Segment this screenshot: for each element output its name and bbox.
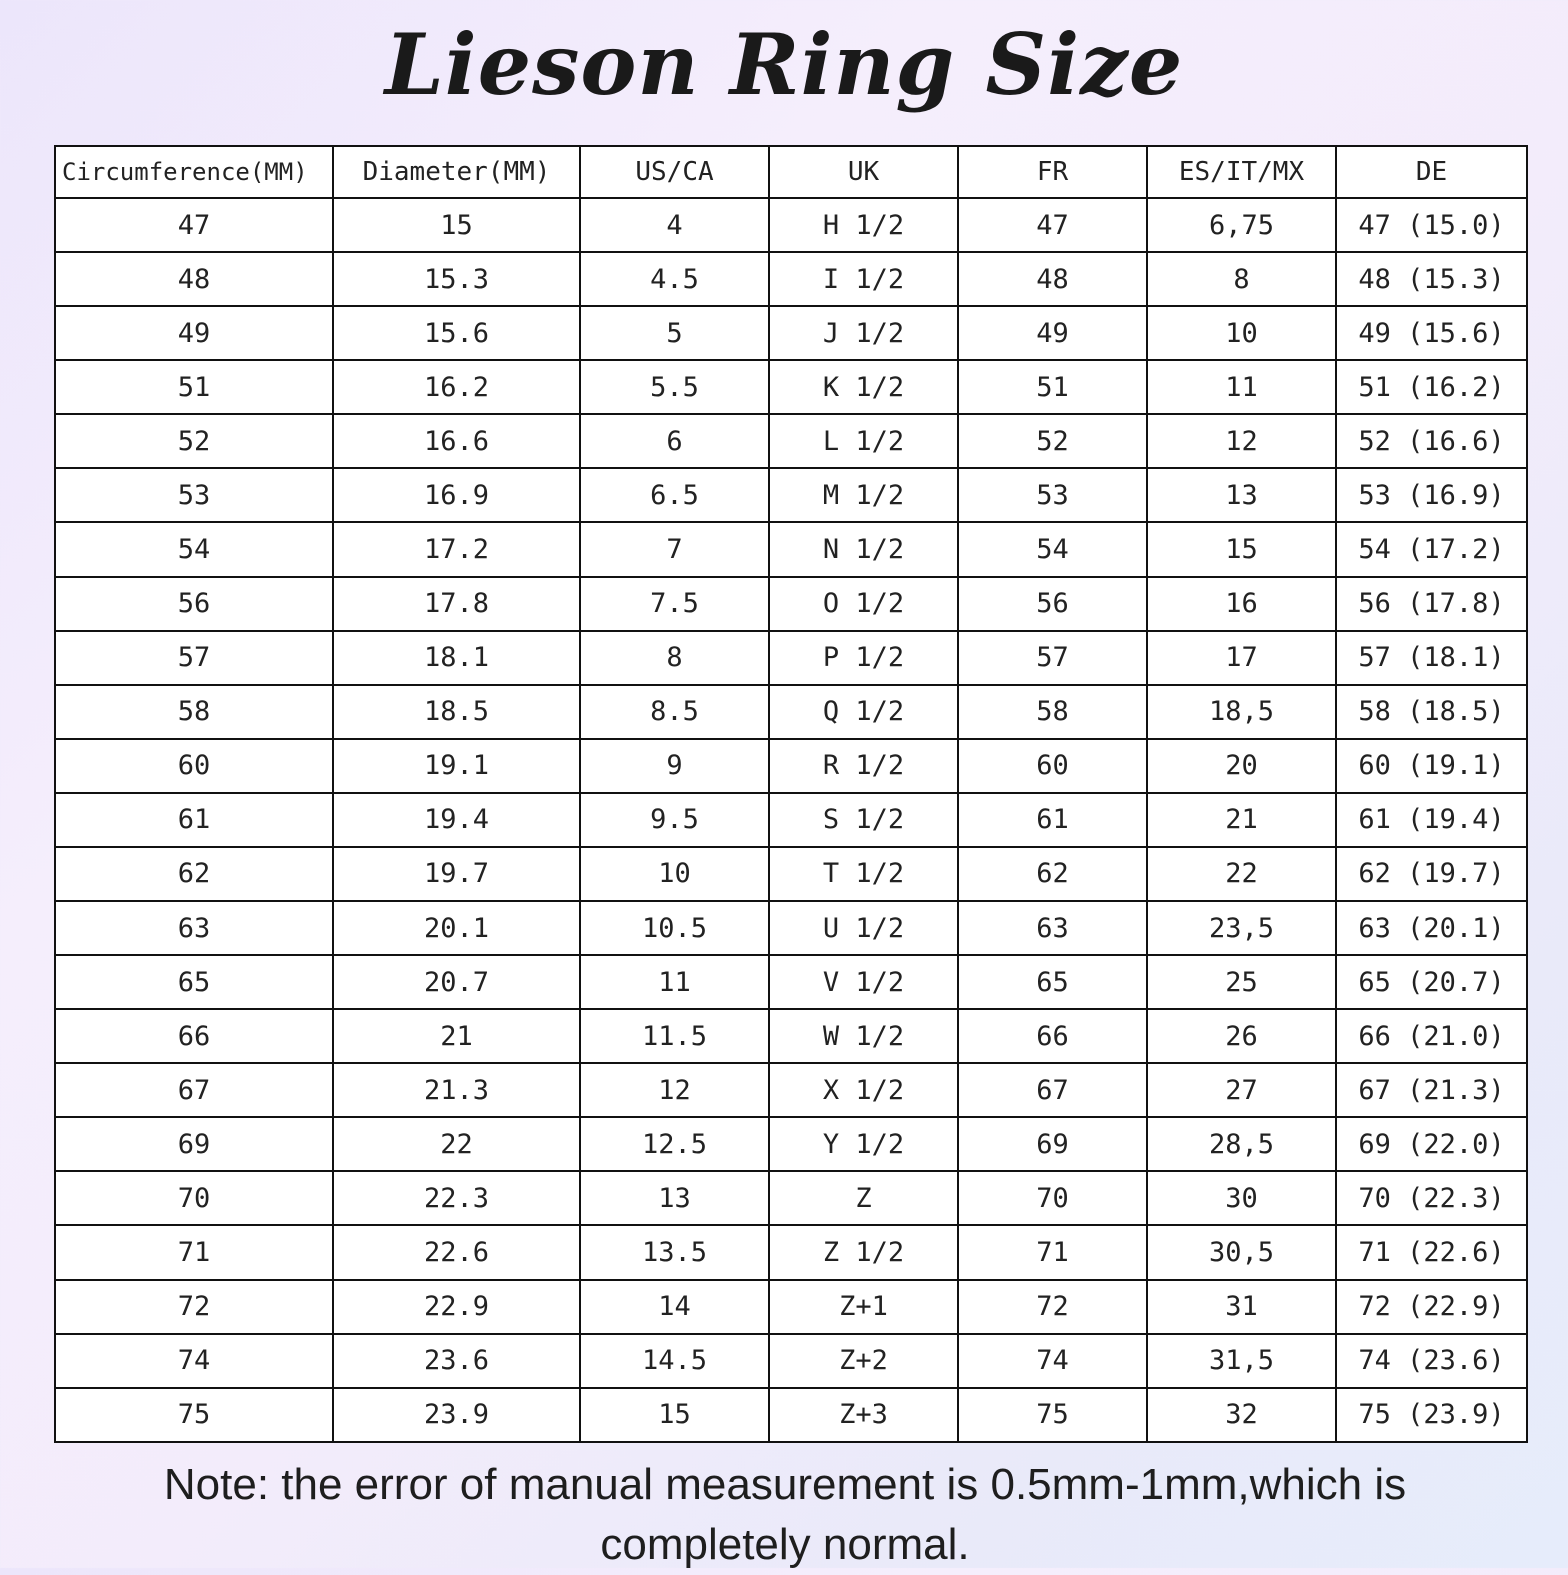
table-cell: 47 [55,198,333,252]
table-cell: 66 (21.0) [1336,1009,1527,1063]
table-row [55,1225,1527,1279]
table-cell: 19.1 [333,739,580,793]
column-header: US/CA [580,146,769,198]
page-title: Lieson Ring Size [384,15,1184,114]
table-cell: 21 [1147,793,1336,847]
table-cell: 8 [580,631,769,685]
column-header: FR [958,146,1147,198]
table-cell: 54 (17.2) [1336,522,1527,576]
table-cell: H 1/2 [769,198,958,252]
table-cell: S 1/2 [769,793,958,847]
table-cell: 71 [958,1225,1147,1279]
table-cell: P 1/2 [769,631,958,685]
table-cell: 11 [580,955,769,1009]
table-cell: 8.5 [580,685,769,739]
measurement-note: Note: the error of manual measurement is 0.5mm-1mm,which is completely normal. [163,1460,1407,1569]
table-cell: 5 [580,306,769,360]
table-cell: 4.5 [580,252,769,306]
table-cell: R 1/2 [769,739,958,793]
table-cell: 15 [1147,522,1336,576]
table-row [55,522,1527,576]
table-cell: 22.9 [333,1280,580,1334]
table-cell: 53 [958,468,1147,522]
table-cell: 48 [55,252,333,306]
table-cell: 31,5 [1147,1334,1336,1388]
table-cell: 72 [55,1280,333,1334]
table-cell: 6.5 [580,468,769,522]
table-cell: 30,5 [1147,1225,1336,1279]
table-cell: 56 [55,577,333,631]
table-cell: Z+1 [769,1280,958,1334]
column-header: UK [769,146,958,198]
table-cell: 48 [958,252,1147,306]
table-cell: 28,5 [1147,1117,1336,1171]
table-cell: 22 [1147,847,1336,901]
table-row [55,1388,1527,1442]
table-cell: 7 [580,522,769,576]
table-cell: 60 (19.1) [1336,739,1527,793]
table-cell: 49 [55,306,333,360]
table-cell: Z 1/2 [769,1225,958,1279]
table-cell: 69 (22.0) [1336,1117,1527,1171]
table-cell: 26 [1147,1009,1336,1063]
table-cell: Y 1/2 [769,1117,958,1171]
table-cell: 15 [333,198,580,252]
table-row [55,631,1527,685]
table-cell: 72 (22.9) [1336,1280,1527,1334]
table-cell: 52 [55,414,333,468]
table-cell: 9 [580,739,769,793]
table-cell: 69 [958,1117,1147,1171]
table-cell: Z+3 [769,1388,958,1442]
table-body [55,198,1527,1442]
table-cell: 30 [1147,1171,1336,1225]
table-cell: 52 (16.6) [1336,414,1527,468]
table-cell: 62 (19.7) [1336,847,1527,901]
table-cell: 70 (22.3) [1336,1171,1527,1225]
table-row [55,1117,1527,1171]
table-cell: 10 [580,847,769,901]
column-header: Circumference(MM) [55,146,333,198]
table-cell: 57 [55,631,333,685]
table-cell: 63 [55,901,333,955]
table-cell: V 1/2 [769,955,958,1009]
table-cell: 75 (23.9) [1336,1388,1527,1442]
table-cell: 22 [333,1117,580,1171]
table-cell: 62 [958,847,1147,901]
table-cell: 48 (15.3) [1336,252,1527,306]
table-cell: 47 [958,198,1147,252]
table-cell: 70 [55,1171,333,1225]
table-cell: M 1/2 [769,468,958,522]
table-cell: 7.5 [580,577,769,631]
table-cell: 25 [1147,955,1336,1009]
table-cell: 19.7 [333,847,580,901]
table-cell: Z+2 [769,1334,958,1388]
table-row [55,685,1527,739]
table-cell: 16.2 [333,360,580,414]
table-cell: 32 [1147,1388,1336,1442]
table-cell: 60 [55,739,333,793]
table-cell: 18.5 [333,685,580,739]
table-cell: 22.3 [333,1171,580,1225]
table-cell: 75 [958,1388,1147,1442]
table-row [55,306,1527,360]
table-cell: 11.5 [580,1009,769,1063]
table-cell: Z [769,1171,958,1225]
table-cell: 6 [580,414,769,468]
table-cell: 57 (18.1) [1336,631,1527,685]
table-cell: 18,5 [1147,685,1336,739]
table-cell: 9.5 [580,793,769,847]
table-cell: 20.7 [333,955,580,1009]
table-cell: 11 [1147,360,1336,414]
table-cell: 15.3 [333,252,580,306]
column-header: DE [1336,146,1527,198]
table-row [55,955,1527,1009]
table-cell: 62 [55,847,333,901]
table-cell: 15.6 [333,306,580,360]
table-cell: 8 [1147,252,1336,306]
table-row [55,414,1527,468]
table-cell: 71 [55,1225,333,1279]
table-cell: 51 (16.2) [1336,360,1527,414]
table-cell: 16.6 [333,414,580,468]
column-header: ES/IT/MX [1147,146,1336,198]
table-cell: 20.1 [333,901,580,955]
table-cell: 74 (23.6) [1336,1334,1527,1388]
column-header: Diameter(MM) [333,146,580,198]
table-cell: 69 [55,1117,333,1171]
table-cell: 12 [580,1063,769,1117]
table-cell: 57 [958,631,1147,685]
table-cell: 54 [958,522,1147,576]
table-cell: W 1/2 [769,1009,958,1063]
table-row [55,901,1527,955]
table-cell: 12.5 [580,1117,769,1171]
table-cell: U 1/2 [769,901,958,955]
table-cell: 31 [1147,1280,1336,1334]
table-cell: 51 [958,360,1147,414]
table-cell: 6,75 [1147,198,1336,252]
table-cell: 65 [55,955,333,1009]
table-cell: 60 [958,739,1147,793]
table-cell: 10.5 [580,901,769,955]
table-cell: 56 (17.8) [1336,577,1527,631]
table-cell: 27 [1147,1063,1336,1117]
table-cell: 65 (20.7) [1336,955,1527,1009]
table-cell: 5.5 [580,360,769,414]
table-cell: N 1/2 [769,522,958,576]
table-row [55,1334,1527,1388]
table-cell: 23.9 [333,1388,580,1442]
table-row [55,793,1527,847]
table-row [55,1171,1527,1225]
table-row [55,1280,1527,1334]
table-cell: 58 (18.5) [1336,685,1527,739]
table-cell: 67 [958,1063,1147,1117]
table-row [55,739,1527,793]
table-header-row [55,146,1527,198]
table-cell: 71 (22.6) [1336,1225,1527,1279]
table-cell: L 1/2 [769,414,958,468]
table-cell: 18.1 [333,631,580,685]
ring-size-table [54,145,1528,1443]
table-row [55,1063,1527,1117]
table-row [55,847,1527,901]
table-cell: 72 [958,1280,1147,1334]
table-cell: 23.6 [333,1334,580,1388]
table-cell: 13.5 [580,1225,769,1279]
table-cell: 53 [55,468,333,522]
table-cell: O 1/2 [769,577,958,631]
table-cell: Q 1/2 [769,685,958,739]
table-cell: 67 (21.3) [1336,1063,1527,1117]
table-cell: 22.6 [333,1225,580,1279]
table-row [55,577,1527,631]
table-cell: 47 (15.0) [1336,198,1527,252]
table-cell: 49 [958,306,1147,360]
table-cell: 17 [1147,631,1336,685]
table-cell: 12 [1147,414,1336,468]
table-cell: 63 (20.1) [1336,901,1527,955]
table-cell: 13 [580,1171,769,1225]
table-cell: 19.4 [333,793,580,847]
table-cell: 74 [958,1334,1147,1388]
table-cell: 54 [55,522,333,576]
table-cell: 66 [55,1009,333,1063]
table-cell: 61 [958,793,1147,847]
table-cell: 21.3 [333,1063,580,1117]
table-cell: 15 [580,1388,769,1442]
table-row [55,468,1527,522]
table-cell: 56 [958,577,1147,631]
table-cell: 63 [958,901,1147,955]
table-cell: 74 [55,1334,333,1388]
table-cell: T 1/2 [769,847,958,901]
table-row [55,252,1527,306]
table-cell: 58 [55,685,333,739]
table-cell: 61 [55,793,333,847]
table-cell: K 1/2 [769,360,958,414]
table-row [55,1009,1527,1063]
table-cell: 53 (16.9) [1336,468,1527,522]
table-cell: 70 [958,1171,1147,1225]
table-row [55,360,1527,414]
table-cell: 75 [55,1388,333,1442]
table-row [55,198,1527,252]
table-cell: 17.8 [333,577,580,631]
table-cell: 13 [1147,468,1336,522]
table-cell: J 1/2 [769,306,958,360]
table-cell: 20 [1147,739,1336,793]
table-cell: 52 [958,414,1147,468]
table-cell: I 1/2 [769,252,958,306]
table-cell: 66 [958,1009,1147,1063]
table-cell: 10 [1147,306,1336,360]
table-cell: 16 [1147,577,1336,631]
table-cell: 51 [55,360,333,414]
table-cell: 58 [958,685,1147,739]
table-cell: 14 [580,1280,769,1334]
table-cell: X 1/2 [769,1063,958,1117]
table-cell: 65 [958,955,1147,1009]
table-cell: 49 (15.6) [1336,306,1527,360]
table-cell: 23,5 [1147,901,1336,955]
table-cell: 4 [580,198,769,252]
table-cell: 21 [333,1009,580,1063]
table-cell: 17.2 [333,522,580,576]
table-cell: 16.9 [333,468,580,522]
table-cell: 67 [55,1063,333,1117]
table-cell: 61 (19.4) [1336,793,1527,847]
table-cell: 14.5 [580,1334,769,1388]
